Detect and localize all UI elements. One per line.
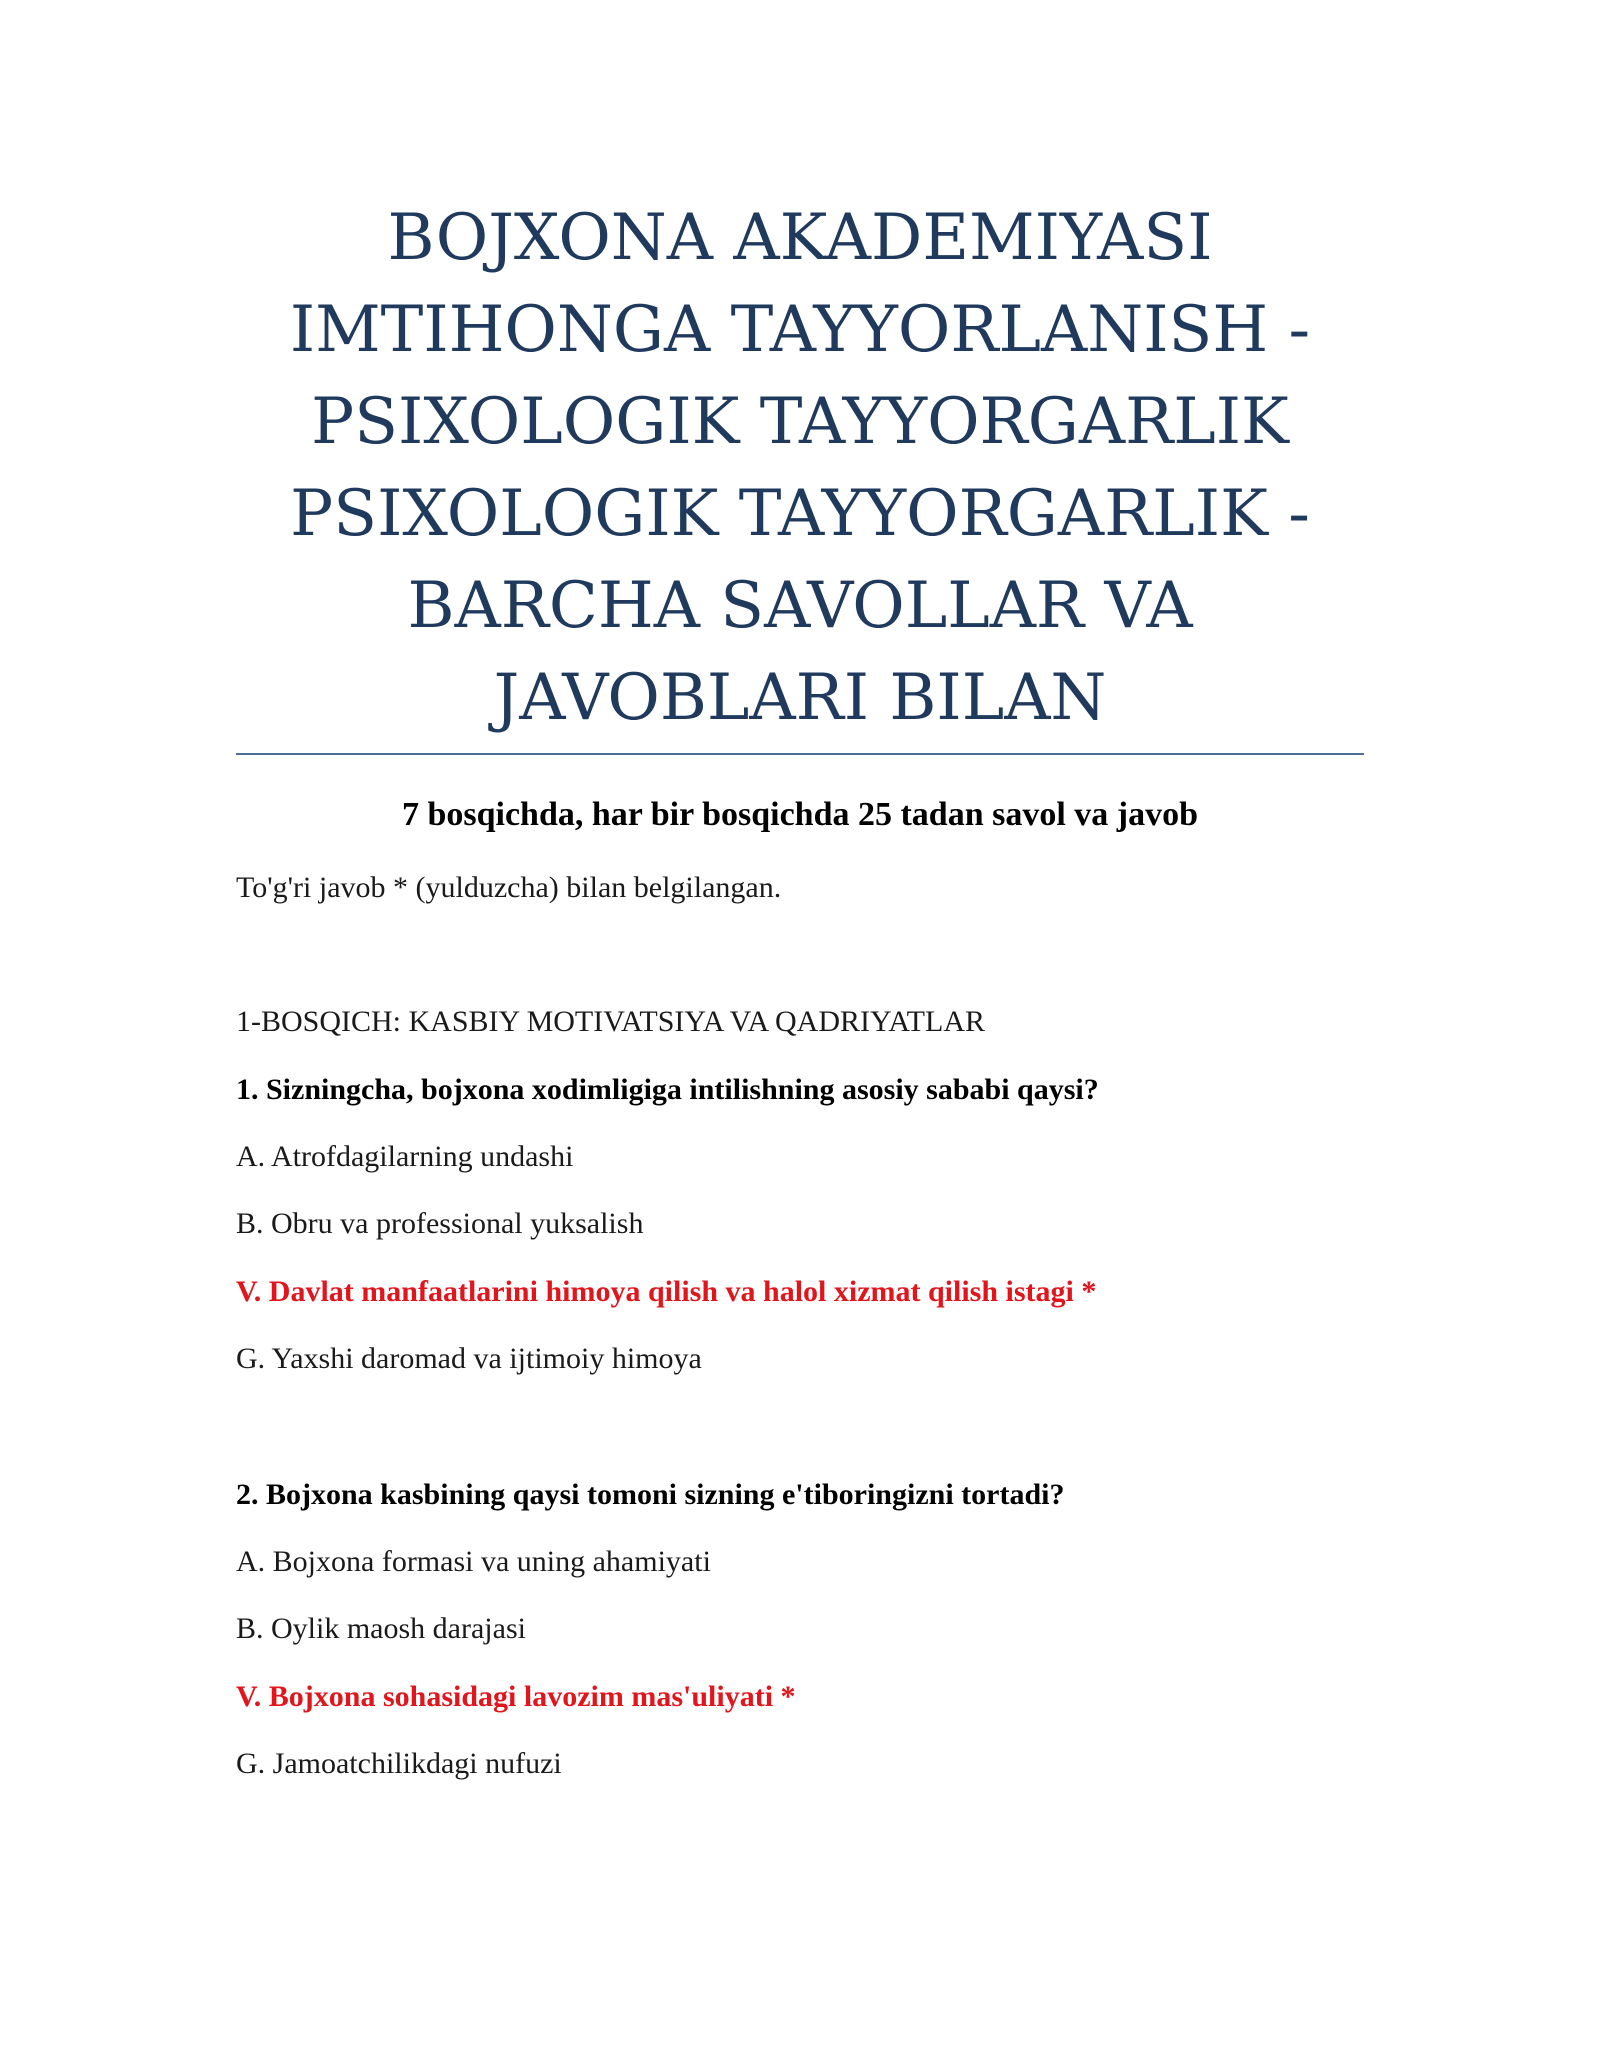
question-2-text: 2. Bojxona kasbining qaysi tomoni sizning e'tiboringizni tortadi?: [236, 1478, 1065, 1511]
question-2-option-g: G. Jamoatchilikdagi nufuzi: [236, 1747, 562, 1780]
question-1-option-a: A. Atrofdagilarning undashi: [236, 1140, 574, 1173]
document-title: [236, 192, 1364, 744]
question-2-option-b: B. Oylik maosh darajasi: [236, 1612, 526, 1645]
title-line: BOJXONA AKADEMIYASI: [387, 201, 1213, 275]
question-2-option-a: A. Bojxona formasi va uning ahamiyati: [236, 1545, 711, 1578]
question-1-text: 1. Sizningcha, bojxona xodimligiga intilishning asosiy sababi qaysi?: [236, 1073, 1099, 1106]
question-2-option-v-correct: V. Bojxona sohasidagi lavozim mas'uliyati *: [236, 1680, 796, 1713]
title-line: JAVOBLARI BILAN: [493, 661, 1107, 735]
title-divider: [236, 753, 1364, 755]
question-1-option-g: G. Yaxshi daromad va ijtimoiy himoya: [236, 1342, 702, 1375]
document-subtitle: 7 bosqichda, har bir bosqichda 25 tadan savol va javob: [401, 796, 1199, 833]
title-line: PSIXOLOGIK TAYYORGARLIK -: [290, 477, 1310, 551]
title-line: BARCHA SAVOLLAR VA: [407, 569, 1193, 643]
question-1-option-v-correct: V. Davlat manfaatlarini himoya qilish va halol xizmat qilish istagi *: [236, 1275, 1097, 1308]
question-1-option-b: B. Obru va professional yuksalish: [236, 1207, 644, 1240]
section-heading: 1-BOSQICH: KASBIY MOTIVATSIYA VA QADRIYATLAR: [236, 1005, 985, 1038]
title-line: PSIXOLOGIK TAYYORGARLIK: [311, 385, 1289, 459]
title-line: IMTIHONGA TAYYORLANISH -: [289, 293, 1311, 367]
answer-key-note: To'g'ri javob * (yulduzcha) bilan belgilangan.: [236, 871, 782, 904]
